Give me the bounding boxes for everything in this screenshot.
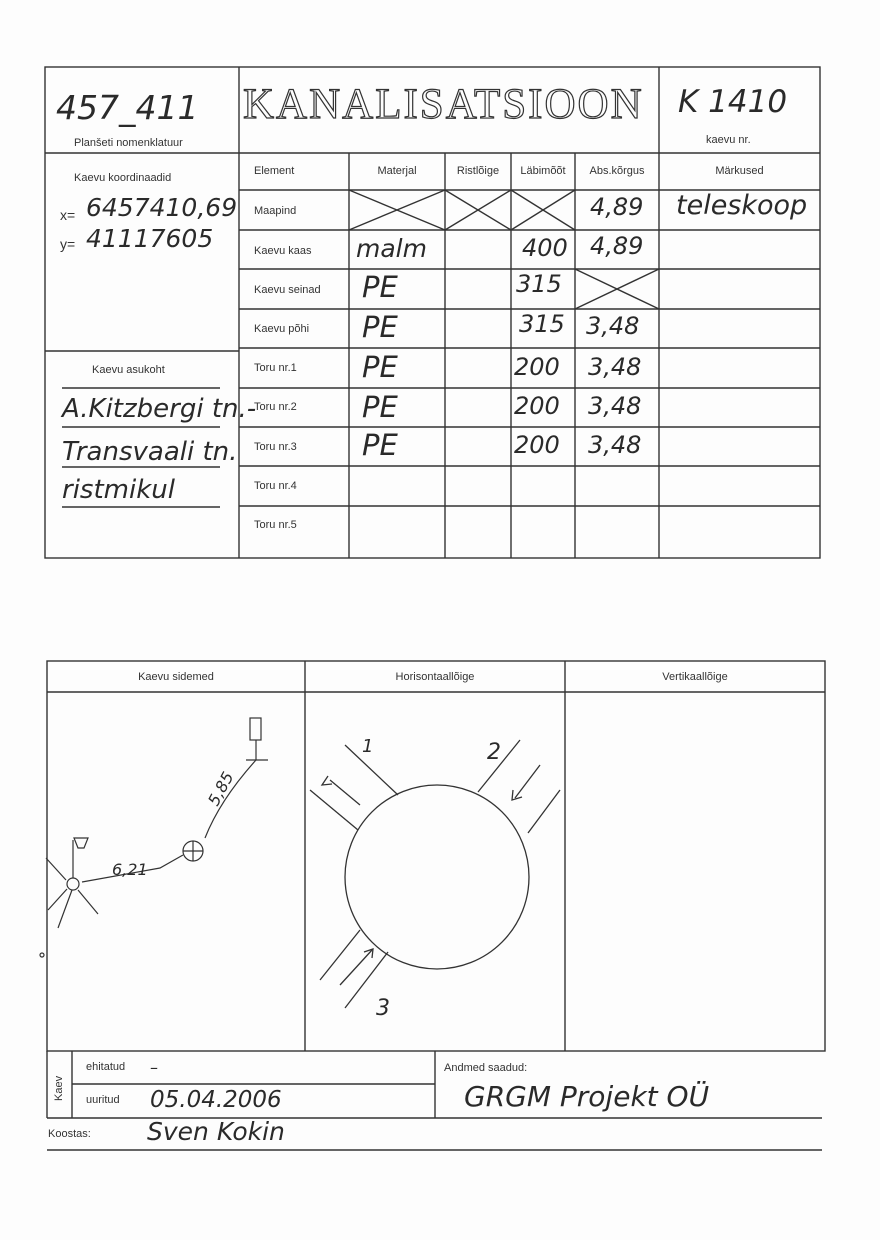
col-header-diameter: Läbimõõt xyxy=(520,165,566,177)
location-label: Kaevu asukoht xyxy=(92,364,165,376)
page-title: KANALISATSIOON xyxy=(243,81,644,128)
ties-label: Kaevu sidemed xyxy=(138,671,214,683)
table-row-diameter: 315 xyxy=(519,310,565,338)
x-prefix: x= xyxy=(60,207,76,223)
pipe-1-label: 1 xyxy=(362,736,374,757)
x-coordinate: 6457410,69 xyxy=(86,193,238,222)
source-value: GRGM Projekt OÜ xyxy=(464,1080,710,1113)
distance-2: 5,85 xyxy=(204,768,238,809)
table-row-element: Toru nr.1 xyxy=(254,362,297,374)
coordinates-label: Kaevu koordinaadid xyxy=(74,172,172,184)
well-number-label: kaevu nr. xyxy=(706,134,751,146)
table-row-element: Maapind xyxy=(254,205,297,217)
table-row-elevation: 4,89 xyxy=(590,193,644,221)
source-label: Andmed saadud: xyxy=(444,1062,528,1074)
table-row-diameter: 200 xyxy=(514,353,560,381)
sheet-number-label: Planšeti nomenklatuur xyxy=(74,137,183,149)
table-row-element: Toru nr.5 xyxy=(254,519,297,531)
pipe-3-label: 3 xyxy=(376,996,390,1021)
table-row-material: PE xyxy=(362,428,398,462)
table-row-elevation: 3,48 xyxy=(588,353,642,381)
location-line-1: A.Kitzbergi tn.- xyxy=(62,394,257,424)
table-row-element: Kaevu põhi xyxy=(254,323,310,335)
table-row-element: Toru nr.3 xyxy=(254,441,297,453)
vertical-section-label: Vertikaallõige xyxy=(662,671,728,683)
col-header-section: Ristlõige xyxy=(456,165,500,177)
col-header-material: Materjal xyxy=(377,165,417,177)
built-value: – xyxy=(150,1058,158,1077)
horizontal-section-sketch xyxy=(310,740,560,1008)
table-row-elevation: 3,48 xyxy=(586,312,640,340)
table-row-element: Toru nr.2 xyxy=(254,401,297,413)
pipe-2-label: 2 xyxy=(487,740,501,765)
table-row-element: Kaevu seinad xyxy=(254,284,321,296)
y-prefix: y= xyxy=(60,236,76,252)
table-row-material: malm xyxy=(356,234,427,263)
ties-sketch xyxy=(40,718,268,957)
table-row-element: Kaevu kaas xyxy=(254,245,312,257)
table-row-material: PE xyxy=(362,310,398,344)
location-line-2: Transvaali tn. xyxy=(62,437,238,467)
horizontal-section-label: Horisontaallõige xyxy=(395,671,475,683)
well-number: K 1410 xyxy=(678,84,788,120)
table-row-diameter: 200 xyxy=(514,431,560,459)
table-row-diameter: 315 xyxy=(516,270,562,298)
location-line-3: ristmikul xyxy=(62,475,175,505)
compiled-value: Sven Kokin xyxy=(147,1117,285,1146)
built-label: ehitatud xyxy=(86,1061,126,1073)
table-row-notes: teleskoop xyxy=(676,190,808,221)
col-header-element: Element xyxy=(254,165,295,177)
table-row-diameter: 200 xyxy=(514,392,560,420)
table-row-element: Toru nr.4 xyxy=(254,480,297,492)
distance-1: 6,21 xyxy=(112,860,148,879)
side-label: Kaev xyxy=(53,1075,65,1101)
table-row-elevation: 3,48 xyxy=(588,392,642,420)
col-header-notes: Märkused xyxy=(715,165,764,177)
table-row-material: PE xyxy=(362,390,398,424)
surveyed-value: 05.04.2006 xyxy=(150,1087,282,1113)
table-row-elevation: 4,89 xyxy=(590,232,644,260)
col-header-elevation: Abs.kõrgus xyxy=(589,165,645,177)
surveyed-label: uuritud xyxy=(86,1094,120,1106)
table-row-material: PE xyxy=(362,350,398,384)
table-row-elevation: 3,48 xyxy=(588,431,642,459)
y-coordinate: 41117605 xyxy=(86,224,214,253)
sheet-number: 457_411 xyxy=(56,88,199,127)
table-row-diameter: 400 xyxy=(522,234,568,262)
table-row-material: PE xyxy=(362,270,398,304)
compiled-label: Koostas: xyxy=(48,1128,91,1140)
